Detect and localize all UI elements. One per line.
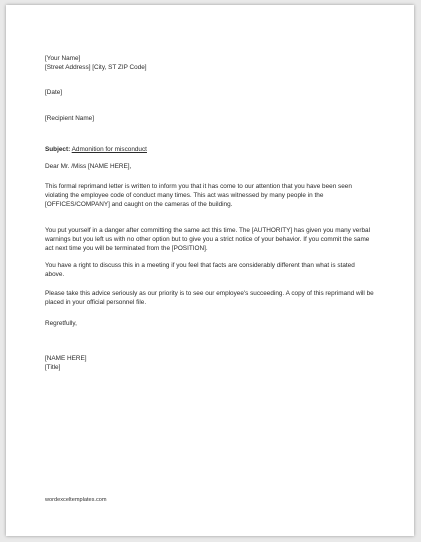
letter-date: [Date] (45, 89, 63, 96)
closing: Regretfully, (45, 320, 77, 327)
body-paragraph: This formal reprimand letter is written to inform you that it has come to our attention that you have been seen violating the employee code of conduct many times. This act was witnessed by many people in the [OFFICES/COMPANY] and caught on the cameras of the building. (45, 183, 352, 209)
body-paragraph: Please take this advice seriously as our priority is to see our employee's succeeding. A copy of this reprimand will be placed in your official personnel file. (45, 290, 374, 307)
salutation-block (45, 162, 375, 171)
subject-value: Admonition for misconduct (71, 146, 147, 153)
signature-name: [NAME HERE] (45, 355, 87, 362)
sender-address: [Street Address] [City, ST ZIP Code] (45, 64, 147, 72)
closing-block (45, 319, 375, 328)
signature-title: [Title] (45, 364, 61, 372)
date-block (45, 88, 375, 97)
paragraph-4 (45, 289, 375, 307)
recipient-block (45, 114, 375, 123)
paragraph-2 (45, 226, 375, 254)
paragraph-3 (45, 261, 375, 279)
salutation: Dear Mr. /Miss [NAME HERE], (45, 163, 132, 170)
subject-label: Subject: (45, 146, 71, 153)
sender-block (45, 54, 375, 72)
subject-line (45, 145, 375, 154)
body-paragraph: You put yourself in a danger after committing the same act this time. The [AUTHORITY] has given you many verbal warnings but you left us with no other option but to give you a strict notice of your behavior. If you commit the same act next time you will be terminated from the [POSITION]. (45, 227, 371, 253)
sender-name: [Your Name] (45, 55, 81, 62)
footer-website: wordexceltemplates.com (45, 497, 107, 503)
paragraph-1 (45, 182, 375, 210)
letter-page (6, 5, 414, 536)
signature-block (45, 354, 375, 372)
body-paragraph: You have a right to discuss this in a meeting if you feel that facts are considerably different than what is stated above. (45, 262, 355, 279)
recipient-name: [Recipient Name] (45, 115, 95, 122)
